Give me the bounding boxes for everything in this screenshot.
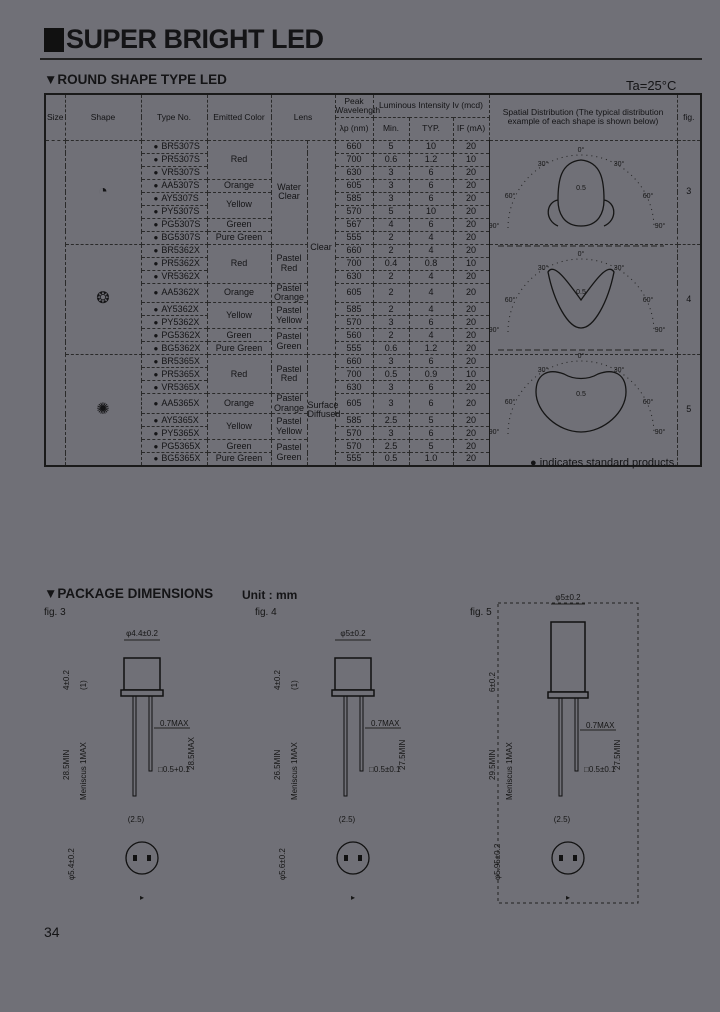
min-cell: 5 [373, 140, 409, 153]
min-cell: 2.5 [373, 414, 409, 427]
if-cell: 20 [453, 231, 489, 244]
standard-product-bullet-icon: ● [153, 382, 159, 392]
angle-label: 90° [654, 429, 666, 436]
base-lead [573, 855, 577, 861]
standard-product-bullet-icon: ● [153, 454, 159, 464]
angle-label: 30° [537, 161, 549, 168]
type-no-cell: ● AY5362X [141, 303, 207, 316]
if-cell: 10 [453, 153, 489, 166]
flange-label: (1) [79, 680, 88, 690]
angle-label: 90° [654, 223, 666, 230]
peak-cell: 630 [335, 166, 373, 179]
typ-cell: 4 [409, 244, 453, 257]
typ-cell: 4 [409, 270, 453, 283]
type-no-cell: ● AA5362X [141, 283, 207, 303]
diameter-label: φ4.4±0.2 [126, 629, 158, 638]
min-cell: 0.5 [373, 453, 409, 466]
peak-cell: 660 [335, 244, 373, 257]
angle-label: 60° [504, 193, 516, 200]
peak-cell: 570 [335, 427, 373, 440]
flange-label: (1) [290, 680, 299, 690]
lead-cathode [559, 698, 562, 796]
if-cell: 20 [453, 218, 489, 231]
fig-label: fig. 5 [470, 607, 492, 618]
min-cell: 3 [373, 166, 409, 179]
meniscus-label: Meniscus 1MAX [290, 742, 299, 800]
peak-cell: 567 [335, 218, 373, 231]
if-cell: 20 [453, 414, 489, 427]
standard-product-bullet-icon: ● [153, 330, 159, 340]
min-cell: 2 [373, 283, 409, 303]
min-cell: 2.5 [373, 440, 409, 453]
meniscus-label: Meniscus 1MAX [79, 742, 88, 800]
angle-label: 60° [642, 399, 654, 406]
peak-cell: 585 [335, 192, 373, 205]
min-cell: 0.6 [373, 342, 409, 355]
typ-cell: 10 [409, 205, 453, 218]
typ-cell: 6 [409, 355, 453, 368]
header-type-no: Type No. [141, 94, 207, 140]
if-cell: 20 [453, 270, 489, 283]
section-title-package-dimensions: ▼PACKAGE DIMENSIONS [44, 586, 214, 601]
if-cell: 20 [453, 179, 489, 192]
size-cell [45, 140, 65, 466]
peak-cell: 700 [335, 153, 373, 166]
peak-cell: 700 [335, 368, 373, 381]
type-no-cell: ● PG5307S [141, 218, 207, 231]
emitted-color-cell: Orange [207, 179, 271, 192]
total-length-label: 27.5MIN [613, 739, 622, 770]
pitch-label: (2.5) [553, 815, 571, 824]
min-cell: 2 [373, 303, 409, 316]
emitted-color-cell: Green [207, 329, 271, 342]
angle-label: 90° [488, 327, 500, 334]
header-if: IF (mA) [453, 117, 489, 140]
base-view-circle [552, 842, 584, 874]
min-cell: 5 [373, 205, 409, 218]
min-cell: 0.5 [373, 368, 409, 381]
typ-cell: 6 [409, 192, 453, 205]
standard-product-bullet-icon: ● [153, 154, 159, 164]
lead-min-length-label: 26.5MIN [273, 749, 282, 780]
standard-product-bullet-icon: ● [153, 271, 159, 281]
relative-intensity-label: 0.5 [576, 391, 586, 398]
type-no-cell: ● BR5307S [141, 140, 207, 153]
base-diameter-label: φ5.95±0.2 [493, 843, 502, 880]
typ-cell: 6 [409, 166, 453, 179]
angle-label: 90° [488, 223, 500, 230]
lens-color-cell: Pastel Yellow [271, 414, 307, 440]
type-no-cell: ● VR5362X [141, 270, 207, 283]
type-no-cell: ● BR5365X [141, 355, 207, 368]
emitted-color-cell: Orange [207, 394, 271, 414]
orientation-arrow-icon: ▸ [566, 893, 571, 902]
if-cell: 20 [453, 283, 489, 303]
standard-product-bullet-icon: ● [153, 428, 159, 438]
angle-label: 30° [537, 367, 549, 374]
lead-anode [149, 696, 152, 771]
body-height-label: 6±0.2 [488, 672, 497, 692]
type-no-cell: ● AY5307S [141, 192, 207, 205]
lens-color-cell: Pastel Orange [271, 394, 307, 414]
standard-product-bullet-icon: ● [153, 180, 159, 190]
type-no-cell: ● VR5365X [141, 381, 207, 394]
type-no-cell: ● VR5307S [141, 166, 207, 179]
base-lead [344, 855, 348, 861]
emitted-color-cell: Red [207, 355, 271, 394]
lens-color-cell: Pastel Orange [271, 283, 307, 303]
typ-cell: 1.2 [409, 342, 453, 355]
base-view-circle [126, 842, 158, 874]
shape-icon: ❂ [65, 244, 141, 355]
type-no-cell: ● PY5307S [141, 205, 207, 218]
section-title-round-shape: ▼ROUND SHAPE TYPE LED [44, 72, 227, 87]
emitted-color-cell: Yellow [207, 192, 271, 218]
temperature-condition: Ta=25°C [626, 78, 677, 93]
lens-surface-cell: Clear [307, 140, 335, 355]
emitted-color-cell: Pure Green [207, 342, 271, 355]
min-cell: 3 [373, 316, 409, 329]
type-no-cell: ● AA5307S [141, 179, 207, 192]
typ-cell: 6 [409, 316, 453, 329]
typ-cell: 4 [409, 231, 453, 244]
typ-cell: 5 [409, 440, 453, 453]
typ-cell: 6 [409, 381, 453, 394]
peak-cell: 570 [335, 316, 373, 329]
lead-anode [575, 698, 578, 771]
peak-cell: 605 [335, 283, 373, 303]
base-lead [358, 855, 362, 861]
header-peak-unit: λp (nm) [335, 117, 373, 140]
standard-product-bullet-icon: ● [153, 193, 159, 203]
emitted-color-cell: Orange [207, 283, 271, 303]
fig-5-drawing [470, 593, 638, 903]
min-cell: 3 [373, 192, 409, 205]
standard-product-bullet-icon: ● [153, 343, 159, 353]
angle-label: 60° [642, 297, 654, 304]
lead-square-label: □0.5±0.1 [584, 765, 616, 774]
typ-cell: 6 [409, 218, 453, 231]
lead-cathode [133, 696, 136, 796]
min-cell: 2 [373, 244, 409, 257]
peak-cell: 560 [335, 329, 373, 342]
min-cell: 2 [373, 231, 409, 244]
typ-cell: 6 [409, 394, 453, 414]
led-flange [548, 692, 588, 698]
type-no-cell: ● BG5365X [141, 453, 207, 466]
peak-cell: 570 [335, 440, 373, 453]
orientation-arrow-icon: ▸ [140, 893, 145, 902]
min-cell: 3 [373, 381, 409, 394]
if-cell: 20 [453, 192, 489, 205]
angle-label: 90° [654, 327, 666, 334]
emitted-color-cell: Pure Green [207, 231, 271, 244]
header-typ: TYP. [409, 117, 453, 140]
base-view-circle [337, 842, 369, 874]
emitted-color-cell: Red [207, 244, 271, 283]
total-length-label: 27.5MIN [398, 739, 407, 770]
standard-product-bullet-icon: ● [153, 141, 159, 151]
if-cell: 20 [453, 140, 489, 153]
if-cell: 20 [453, 316, 489, 329]
angle-label: 0° [577, 147, 585, 154]
emitted-color-cell: Yellow [207, 303, 271, 329]
lens-color-cell: Pastel Red [271, 244, 307, 283]
lead-square-label: □0.5+0.1 [158, 765, 190, 774]
peak-cell: 570 [335, 205, 373, 218]
angle-label: 90° [488, 429, 500, 436]
if-cell: 20 [453, 303, 489, 316]
standard-product-bullet-icon: ● [153, 441, 159, 451]
if-cell: 20 [453, 381, 489, 394]
angle-label: 30° [613, 265, 625, 272]
standard-product-bullet-icon: ● [153, 415, 159, 425]
angle-label: 0° [577, 353, 585, 360]
if-cell: 20 [453, 453, 489, 466]
angle-label: 0° [577, 251, 585, 258]
base-diameter-label: φ5.4±0.2 [67, 848, 76, 880]
led-body [335, 658, 371, 690]
typ-cell: 4 [409, 303, 453, 316]
standard-product-bullet-icon: ● [153, 219, 159, 229]
type-no-cell: ● PY5365X [141, 427, 207, 440]
angle-label: 60° [642, 193, 654, 200]
standard-product-bullet-icon: ● [153, 206, 159, 216]
led-flange [332, 690, 374, 696]
angle-label: 60° [504, 297, 516, 304]
min-cell: 2 [373, 329, 409, 342]
peak-cell: 555 [335, 231, 373, 244]
led-flange [121, 690, 163, 696]
standard-product-bullet-icon: ● [153, 304, 159, 314]
lead-cathode [344, 696, 347, 796]
base-diameter-label: φ5.6±0.2 [278, 848, 287, 880]
spatial-distribution-plots [488, 142, 674, 454]
typ-cell: 6 [409, 179, 453, 192]
header-luminous: Luminous Intensity Iv (mcd) [373, 94, 489, 117]
type-no-cell: ● PR5365X [141, 368, 207, 381]
min-cell: 3 [373, 355, 409, 368]
typ-cell: 4 [409, 329, 453, 342]
typ-cell: 0.8 [409, 257, 453, 270]
angle-label: 30° [613, 367, 625, 374]
if-cell: 20 [453, 394, 489, 414]
type-no-cell: ● BG5362X [141, 342, 207, 355]
diameter-label: φ5±0.2 [555, 593, 581, 602]
peak-cell: 605 [335, 179, 373, 192]
header-emitted-color: Emitted Color [207, 94, 271, 140]
fig-label: fig. 3 [44, 607, 66, 618]
lead-thickness-label: 0.7MAX [586, 721, 615, 730]
min-cell: 2 [373, 270, 409, 283]
pitch-label: (2.5) [338, 815, 356, 824]
peak-cell: 630 [335, 270, 373, 283]
lens-color-cell: Pastel Red [271, 355, 307, 394]
type-no-cell: ● PR5307S [141, 153, 207, 166]
lead-anode [360, 696, 363, 771]
lens-surface-cell: Surface Diffused [307, 355, 335, 466]
peak-cell: 585 [335, 303, 373, 316]
standard-product-bullet-icon: ● [153, 232, 159, 242]
meniscus-label: Meniscus 1MAX [505, 742, 514, 800]
typ-cell: 6 [409, 427, 453, 440]
relative-intensity-label: 0.5 [576, 289, 586, 296]
type-no-cell: ● PR5362X [141, 257, 207, 270]
orientation-arrow-icon: ▸ [351, 893, 356, 902]
fig-cell: 4 [677, 244, 701, 355]
page-title: SUPER BRIGHT LED [66, 24, 324, 54]
standard-product-bullet-icon: ● [153, 399, 159, 409]
led-body [551, 622, 585, 692]
header-peak: Peak Wavelength [335, 94, 373, 117]
typ-cell: 0.9 [409, 368, 453, 381]
standard-product-bullet-icon: ● [153, 356, 159, 366]
header-spatial: Spatial Distribution (The typical distribution example of each shape is shown below) [489, 94, 677, 140]
peak-cell: 555 [335, 453, 373, 466]
shape-icon: ◔ [65, 140, 141, 244]
if-cell: 20 [453, 329, 489, 342]
min-cell: 3 [373, 394, 409, 414]
peak-cell: 660 [335, 355, 373, 368]
distribution-curve [536, 372, 626, 432]
lens-color-cell: Pastel Green [271, 329, 307, 355]
min-cell: 3 [373, 179, 409, 192]
standard-product-bullet-icon: ● [153, 258, 159, 268]
fig-3-drawing [44, 607, 196, 902]
type-no-cell: ● AY5365X [141, 414, 207, 427]
title-block-icon [44, 28, 64, 52]
lead-thickness-label: 0.7MAX [371, 719, 400, 728]
if-cell: 20 [453, 205, 489, 218]
base-lead [133, 855, 137, 861]
type-no-cell: ● PG5365X [141, 440, 207, 453]
lead-thickness-label: 0.7MAX [160, 719, 189, 728]
lead-square-label: □0.5±0.1 [369, 765, 401, 774]
pitch-label: (2.5) [127, 815, 145, 824]
typ-cell: 10 [409, 140, 453, 153]
fig-cell: 5 [677, 355, 701, 466]
min-cell: 3 [373, 427, 409, 440]
body-height-label: 4±0.2 [62, 670, 71, 690]
emitted-color-cell: Red [207, 140, 271, 179]
lead-min-length-label: 28.5MIN [62, 749, 71, 780]
led-body [124, 658, 160, 690]
if-cell: 10 [453, 368, 489, 381]
if-cell: 20 [453, 166, 489, 179]
header-shape: Shape [65, 94, 141, 140]
if-cell: 20 [453, 355, 489, 368]
min-cell: 0.4 [373, 257, 409, 270]
if-cell: 20 [453, 342, 489, 355]
shape-icon: ✺ [65, 355, 141, 466]
peak-cell: 660 [335, 140, 373, 153]
title-rule [40, 58, 702, 60]
if-cell: 20 [453, 427, 489, 440]
relative-intensity-label: 0.5 [576, 185, 586, 192]
peak-cell: 630 [335, 381, 373, 394]
footnote: ● indicates standard products. [530, 457, 678, 469]
unit-label: Unit : mm [242, 588, 298, 602]
header-lens: Lens [271, 94, 335, 140]
header-min: Min. [373, 117, 409, 140]
lens-color-cell: Pastel Yellow [271, 303, 307, 329]
typ-cell: 4 [409, 283, 453, 303]
total-length-label: 28.5MAX [187, 737, 196, 770]
fig-label: fig. 4 [255, 607, 277, 618]
peak-cell: 605 [335, 394, 373, 414]
fig-cell: 3 [677, 140, 701, 244]
standard-product-bullet-icon: ● [153, 245, 159, 255]
if-cell: 20 [453, 244, 489, 257]
emitted-color-cell: Pure Green [207, 453, 271, 466]
emitted-color-cell: Green [207, 440, 271, 453]
lens-color-cell: Pastel Green [271, 440, 307, 466]
angle-label: 30° [613, 161, 625, 168]
base-lead [147, 855, 151, 861]
typ-cell: 5 [409, 414, 453, 427]
type-no-cell: ● BG5307S [141, 231, 207, 244]
standard-product-bullet-icon: ● [153, 288, 159, 298]
lead-min-length-label: 29.5MIN [488, 749, 497, 780]
header-size: Size [45, 94, 65, 140]
if-cell: 20 [453, 440, 489, 453]
peak-cell: 700 [335, 257, 373, 270]
body-height-label: 4±0.2 [273, 670, 282, 690]
peak-cell: 585 [335, 414, 373, 427]
emitted-color-cell: Yellow [207, 414, 271, 440]
fig-4-drawing [255, 607, 407, 902]
min-cell: 4 [373, 218, 409, 231]
angle-label: 30° [537, 265, 549, 272]
if-cell: 10 [453, 257, 489, 270]
base-lead [559, 855, 563, 861]
distribution-curve [548, 160, 614, 226]
diameter-label: φ5±0.2 [340, 629, 366, 638]
lens-color-cell: Water Clear [271, 140, 307, 244]
emitted-color-cell: Green [207, 218, 271, 231]
type-no-cell: ● AA5365X [141, 394, 207, 414]
page-number: 34 [44, 924, 60, 940]
header-fig: fig. [677, 94, 701, 140]
typ-cell: 1.0 [409, 453, 453, 466]
type-no-cell: ● BR5362X [141, 244, 207, 257]
type-no-cell: ● PG5362X [141, 329, 207, 342]
standard-product-bullet-icon: ● [153, 317, 159, 327]
angle-label: 60° [504, 399, 516, 406]
standard-product-bullet-icon: ● [153, 369, 159, 379]
distribution-curve [548, 269, 614, 328]
standard-product-bullet-icon: ● [153, 167, 159, 177]
typ-cell: 1.2 [409, 153, 453, 166]
peak-cell: 555 [335, 342, 373, 355]
type-no-cell: ● PY5362X [141, 316, 207, 329]
min-cell: 0.6 [373, 153, 409, 166]
